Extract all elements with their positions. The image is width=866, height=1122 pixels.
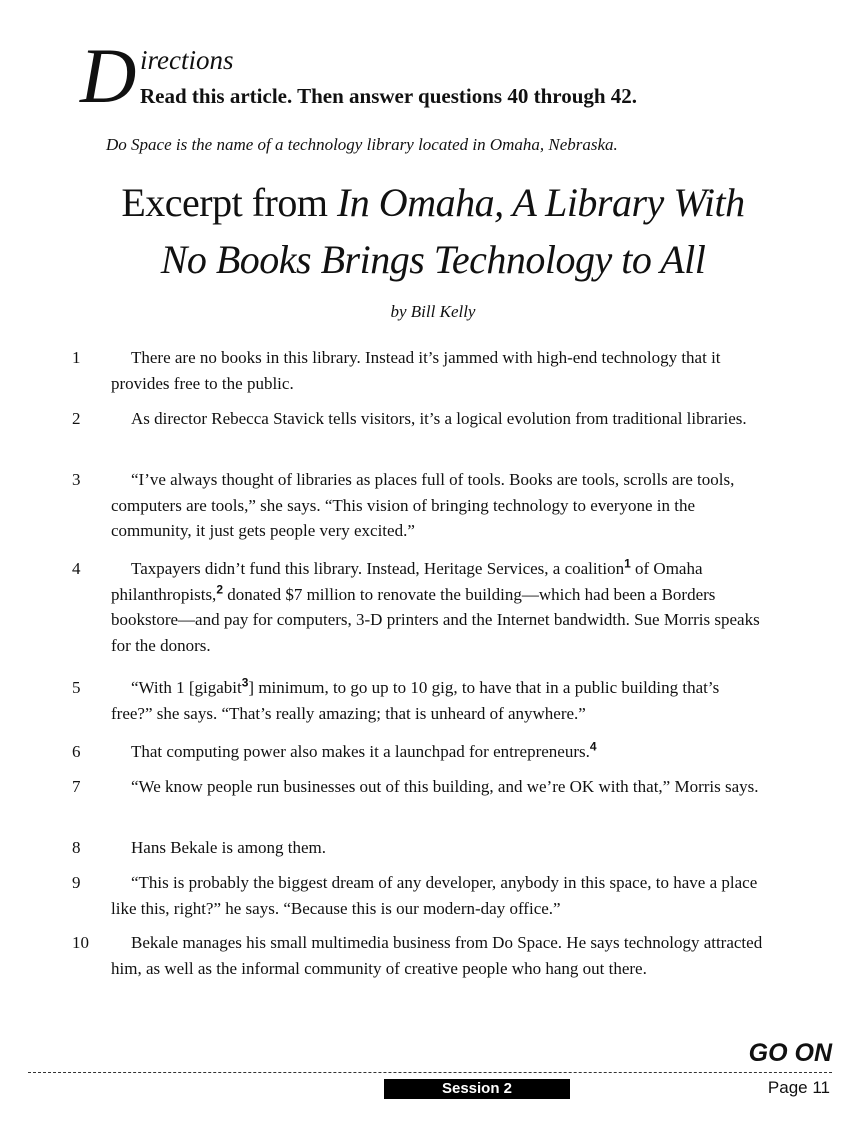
paragraph-number: 4 — [72, 559, 81, 578]
paragraph-text: Taxpayers didn’t fund this library. Instead, Heritage Services, a coalition$^1$ of Omaha philanthropists,$^2$ donated $7 million to renovate the building—which had been a Borders bookstore—and pay for computers, 3-D printers and the Internet bandwidth. Sue Morris speaks for the donors. — [111, 556, 760, 655]
go-on-label: GO ON — [748, 1039, 832, 1067]
paragraph-number: 7 — [72, 777, 81, 796]
paragraph-text: “I’ve always thought of libraries as places full of tools. Books are tools, scrolls are tools, computers are tools,” she says. “This vision of bringing technology to everyone in the community, it just gets people very excited.” — [111, 470, 735, 540]
paragraph-text: “This is probably the biggest dream of any developer, anybody in this space, to have a place like this, right?” he says. “Because this is our modern-day office.” — [111, 873, 758, 918]
footnote-marker: 2 — [216, 581, 223, 596]
footer-divider — [28, 1072, 832, 1073]
paragraph-number: 6 — [72, 742, 81, 761]
article-title — [40, 174, 826, 288]
paragraph-number: 9 — [72, 873, 81, 892]
page-number: Page 11 — [767, 1078, 830, 1097]
footnote-marker: 4 — [589, 739, 597, 754]
title-italic-line2: No Books Brings Technology to All — [160, 237, 706, 282]
directions-drop-letter: D — [80, 32, 137, 119]
footnote-marker: 3 — [241, 675, 249, 690]
paragraph-text: “With 1 [gigabit$^3$] minimum, to go up to 10 gig, to have that in a public building that’s free?” she says. “That’s really amazing; that is unheard of anywhere.” — [111, 675, 720, 723]
footnote-marker: 1 — [624, 556, 631, 571]
paragraph-text: Hans Bekale is among them. — [131, 838, 326, 857]
byline: by Bill Kelly — [390, 302, 476, 321]
paragraph-number: 8 — [72, 838, 81, 857]
paragraph-text: Bekale manages his small multimedia business from Do Space. He says technology attracted him, as well as the informal community of creative people who hang out there. — [111, 933, 763, 978]
title-italic-line1: In Omaha, A Library With — [336, 180, 745, 225]
paragraph-text: There are no books in this library. Instead it’s jammed with high-end technology that it provides free to the public. — [111, 348, 721, 393]
directions-instruction: Read this article. Then answer questions 40 through 42. — [140, 84, 638, 108]
paragraph-number: 2 — [72, 409, 81, 428]
paragraph-number: 10 — [72, 933, 89, 952]
paragraph-number: 3 — [72, 470, 81, 489]
paragraph-text: As director Rebecca Stavick tells visitors, it’s a logical evolution from traditional libraries. — [131, 409, 747, 428]
paragraph-text: That computing power also makes it a launchpad for entrepreneurs.$^4$ — [131, 739, 597, 761]
paragraph-text: “We know people run businesses out of this building, and we’re OK with that,” Morris says. — [131, 777, 759, 796]
directions-heading: irections — [140, 45, 234, 75]
paragraph-number: 5 — [72, 678, 81, 697]
paragraph-number: 1 — [72, 348, 81, 367]
title-prefix: Excerpt from — [121, 180, 337, 225]
session-badge: Session 2 — [384, 1079, 570, 1099]
article-intro: Do Space is the name of a technology library located in Omaha, Nebraska. — [106, 135, 618, 154]
